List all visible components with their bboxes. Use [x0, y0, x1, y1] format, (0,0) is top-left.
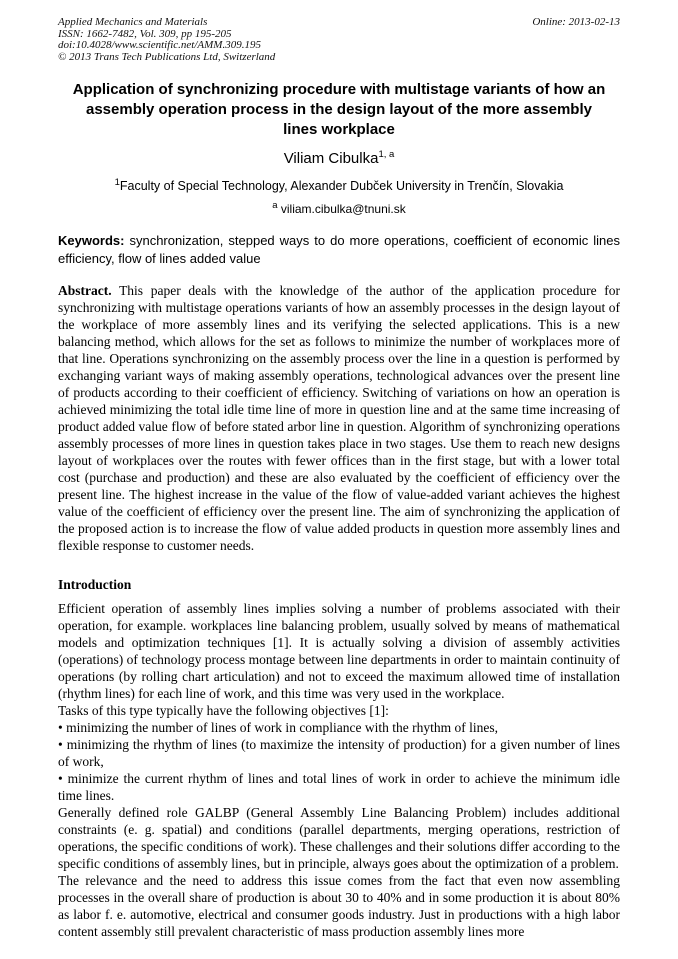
email-superscript: a	[272, 200, 278, 211]
abstract-text: This paper deals with the knowledge of the author of the application procedure for synchronizing with multistage operations variants of how an assembly processes in the design layout of the workplace of more assembly lines and its verifying the selected applications. This is a new balancing method, which allows for the set as follows to minimize the number of workplaces more of that line. Operations synchronizing on the assembly process over the line in a question is performed by exchanging variant ways of making assembly operations, technological advances over the present line of products according to their coefficient of efficiency. Switching of variations on how an operation is achieved minimizing the total idle time line of more in question line and at the same time increasing of product added value flow of before stated arbor line in question. Algorithm of synchronizing operations assembly processes of more lines in question takes place in two stages. Use them to reach new designs layout of workplaces over the routes with fewer offices than in the first stage, but with a lower total cost (purchase and production) and these are also evaluated by the coefficient of efficiency over the present line. The highest increase in the value of the flow of value-added variant achieves the highest value of the coefficient of efficiency over the present line. The aim of synchronizing the application of the proposed action is to increase the flow of value added products in question more assembly lines and flexible response to customer needs.	[58, 283, 620, 553]
section-heading-introduction: Introduction	[58, 577, 132, 592]
copyright-line: © 2013 Trans Tech Publications Ltd, Switzerland	[58, 50, 276, 63]
intro-paragraph: Generally defined role GALBP (General Assembly Line Balancing Problem) includes additional constraints (e. g. spatial) and conditions (parallel departments, merging operations, restriction of operations, the specific conditions of work). These challenges and their solutions differ according to the specific conditions of assembly lines, but in principle, always goes about the optimization of a problem.	[58, 805, 620, 871]
intro-paragraph: Efficient operation of assembly lines implies solving a number of problems associated with their operation, for example. workplaces line balancing problem, usually solved by means of mathematical models and optimization techniques [1]. It is actually solving a division of assembly activities (operations) of technology process montage between line departments in order to maintain continuity of operations (by rolling chart articulation) and not to exceed the maximum allowed time of installation (rhythm lines) for each line of work, and this time was very used in the workplace.	[58, 601, 620, 701]
affiliation-line	[58, 176, 620, 194]
intro-objectives-lead: Tasks of this type typically have the following objectives [1]:	[58, 703, 389, 718]
paper-title: Application of synchronizing procedure with multistage variants of how an assembly operation process in the design layout of the more assembly lines workplace	[72, 81, 606, 138]
intro-paragraph: The relevance and the need to address this issue comes from the fact that even now assembling processes in the overall share of production is about 30 to 40% and in some production it is about 80% as labor f. e. automotive, electrical and consumer goods industry. Just in productions with a high labor content assembly still prevalent characteristic of mass production assembly lines more	[58, 873, 620, 939]
journal-imprint-header	[58, 17, 620, 63]
intro-bullet-item: • minimizing the number of lines of work in compliance with the rhythm of lines,	[58, 720, 499, 735]
author-name: Viliam Cibulka	[283, 150, 379, 167]
affiliation-superscript: 1	[114, 176, 120, 188]
abstract-paragraph	[58, 282, 620, 554]
email-line	[58, 202, 620, 217]
author-superscript: 1, a	[378, 149, 395, 160]
intro-bullet-item: • minimizing the rhythm of lines (to maximize the intensity of production) for a given number of lines of work,	[58, 737, 620, 769]
journal-name: Applied Mechanics and Materials	[58, 16, 208, 28]
online-date: Online: 2013-02-13	[532, 16, 620, 28]
keywords-text: synchronization, stepped ways to do more operations, coefficient of economic lines efficiency, flow of lines added value	[58, 233, 620, 266]
affiliation-text: Faculty of Special Technology, Alexander Dubček University in Trenčín, Slovakia	[119, 179, 564, 193]
issn-volume-pages: ISSN: 1662-7482, Vol. 309, pp 195-205	[58, 27, 232, 40]
keywords-label: Keywords:	[58, 233, 125, 248]
intro-bullet-item: • minimize the current rhythm of lines and total lines of work in order to achieve the minimum idle time lines.	[58, 771, 620, 803]
abstract-label: Abstract.	[58, 283, 112, 298]
imprint-left-block	[58, 17, 275, 63]
keywords-paragraph	[58, 232, 620, 267]
doi-line: doi:10.4028/www.scientific.net/AMM.309.195	[58, 39, 261, 51]
email-text: viliam.cibulka@tnuni.sk	[280, 202, 406, 216]
author-line	[58, 149, 620, 168]
